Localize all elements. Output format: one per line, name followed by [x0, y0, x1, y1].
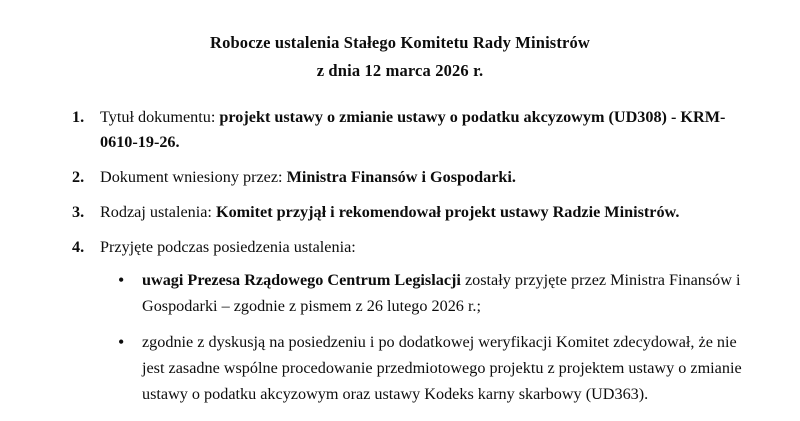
list-item-2: [44, 165, 756, 190]
sub-list-item-2: [100, 329, 756, 408]
item-4-label: Przyjęte podczas posiedzenia ustalenia:: [100, 238, 356, 257]
sub-item-1-text: zostały przyjęte przez Ministra Finansów i Gospodarki – zgodnie z pismem z 26 lutego 2026 r.;: [142, 270, 741, 316]
document-title-line-2: z dnia 12 marca 2026 r.: [316, 60, 484, 80]
list-item-1: [44, 105, 756, 154]
item-2-label: Dokument wniesiony przez:: [100, 167, 287, 186]
list-item-3: [44, 200, 756, 225]
numbered-list: [44, 105, 756, 408]
item-3-value: Komitet przyjął i rekomendował projekt ustawy Radzie Ministrów.: [215, 203, 680, 221]
document-title: [44, 30, 756, 83]
document-title-line-1: Robocze ustalenia Stałego Komitetu Rady Ministrów: [210, 33, 590, 52]
bulleted-sub-list: [100, 267, 756, 408]
sub-item-1-emphasis: uwagi Prezesa Rządowego Centrum Legislacji: [142, 270, 461, 289]
item-3-label: Rodzaj ustalenia:: [100, 203, 216, 221]
list-item-4: [44, 235, 756, 408]
sub-list-item-1: [100, 267, 756, 320]
item-1-value: projekt ustawy o zmianie ustawy o podatku akcyzowym (UD308) - KRM-0610-19-26.: [100, 108, 726, 151]
item-2-value: Ministra Finansów i Gospodarki.: [286, 167, 516, 186]
item-1-label: Tytuł dokumentu:: [100, 108, 220, 127]
sub-item-2-text: • zgodnie z dyskusją na posiedzeniu i po dodatkowej weryfikacji Komitet zdecydował, że nie jest zasadne wspólne procedowanie przedmiotowego projektu z projektem ustawy o zmianie ustawy o podatku akcyzowym oraz ustawy Kodeks karny skarbowy (UD363).: [142, 332, 742, 404]
